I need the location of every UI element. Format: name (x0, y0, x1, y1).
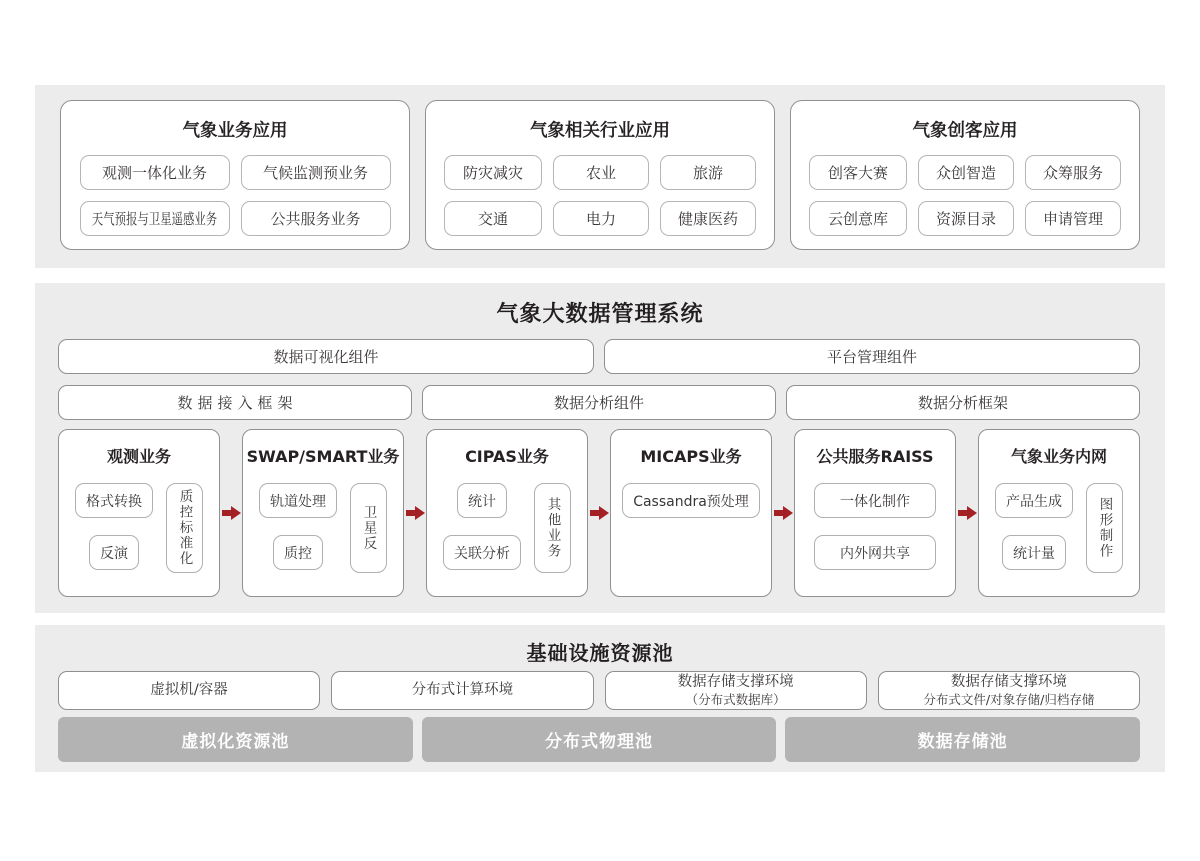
pipeline-item: 统计量 (1002, 535, 1066, 570)
resource-pool-row (58, 717, 1140, 762)
app-item: 健康医药 (660, 201, 756, 236)
pipeline-vertical-item: 质控标准化 (166, 483, 203, 573)
env-box-distributed-computing: 分布式计算环境 (331, 671, 593, 710)
flow-arrow-icon (406, 506, 425, 520)
pipeline-card-cipas: CIPAS业务 统计 关联分析 其他业务 (426, 429, 588, 597)
section-title: 气象大数据管理系统 (496, 302, 704, 327)
framework-bar: 数据分析框架 (786, 385, 1140, 420)
pipeline-item: 一体化制作 (814, 483, 936, 518)
app-group-title: 气象创客应用 (912, 121, 1018, 141)
app-group-meteorological-business (60, 100, 410, 250)
flow-arrow-icon (590, 506, 609, 520)
pipeline-vertical-item: 图形制作 (1086, 483, 1123, 573)
big-data-management-band (35, 283, 1165, 613)
pipeline-vertical-item: 其他业务 (534, 483, 571, 573)
pipeline-item: 内外网共享 (814, 535, 936, 570)
framework-bar: 数据分析组件 (422, 385, 776, 420)
pool-distributed-physical: 分布式物理池 (422, 717, 777, 762)
app-item: 交通 (444, 201, 542, 236)
pipeline-card-observation: 观测业务 格式转换 反演 质控标准化 (58, 429, 220, 597)
pipeline-item: 反演 (89, 535, 139, 570)
app-item: 旅游 (660, 155, 756, 190)
framework-row (58, 385, 1140, 420)
app-item: 申请管理 (1025, 201, 1121, 236)
component-bar: 数据可视化组件 (58, 339, 594, 374)
app-item: 气候监测预业务 (241, 155, 391, 190)
pipeline-card-raiss: 公共服务RAISS 一体化制作 内外网共享 (794, 429, 956, 597)
app-item: 农业 (553, 155, 649, 190)
pipeline-item: 轨道处理 (259, 483, 337, 518)
app-group-industry (425, 100, 775, 250)
app-item: 云创意库 (809, 201, 907, 236)
app-item: 公共服务业务 (241, 201, 391, 236)
pipeline-card-micaps: MICAPS业务 Cassandra预处理 (610, 429, 772, 597)
app-item: 创客大赛 (809, 155, 907, 190)
env-box-vm-container: 虚拟机/容器 (58, 671, 320, 710)
pipeline-vertical-item: 卫星反 (350, 483, 387, 573)
app-group-maker (790, 100, 1140, 250)
pipeline-item: 产品生成 (995, 483, 1073, 518)
app-item: 众创智造 (918, 155, 1014, 190)
flow-arrow-icon (222, 506, 241, 520)
pipeline-item: 格式转换 (75, 483, 153, 518)
component-bar: 平台管理组件 (604, 339, 1140, 374)
app-group-title: 气象业务应用 (182, 121, 288, 141)
framework-bar: 数据接入框架 (58, 385, 412, 420)
app-group-title: 气象相关行业应用 (530, 121, 670, 141)
app-item: 天气预报与卫星遥感业务 (80, 201, 230, 236)
pipeline-card-swap-smart: SWAP/SMART业务 轨道处理 质控 卫星反 (242, 429, 404, 597)
app-item: 众筹服务 (1025, 155, 1121, 190)
flow-arrow-icon (958, 506, 977, 520)
pool-data-storage: 数据存储池 (785, 717, 1140, 762)
applications-band (35, 85, 1165, 268)
infrastructure-band (35, 625, 1165, 772)
pipeline-item: 统计 (457, 483, 507, 518)
pipeline-item: Cassandra预处理 (622, 483, 760, 518)
env-box-storage-file-object: 数据存储支撑环境 分布式文件/对象存储/归档存储 (878, 671, 1140, 710)
app-item: 观测一体化业务 (80, 155, 230, 190)
pipeline-card-intranet: 气象业务内网 产品生成 统计量 图形制作 (978, 429, 1140, 597)
business-pipeline (58, 429, 1140, 597)
pipeline-item: 质控 (273, 535, 323, 570)
app-item: 防灾减灾 (444, 155, 542, 190)
component-row (58, 339, 1140, 374)
pool-virtualization: 虚拟化资源池 (58, 717, 413, 762)
flow-arrow-icon (774, 506, 793, 520)
section-title: 基础设施资源池 (526, 641, 674, 665)
pipeline-item: 关联分析 (443, 535, 521, 570)
app-item: 资源目录 (918, 201, 1014, 236)
env-box-storage-database: 数据存储支撑环境 （分布式数据库） (605, 671, 867, 710)
app-item: 电力 (553, 201, 649, 236)
environment-row (58, 671, 1140, 710)
